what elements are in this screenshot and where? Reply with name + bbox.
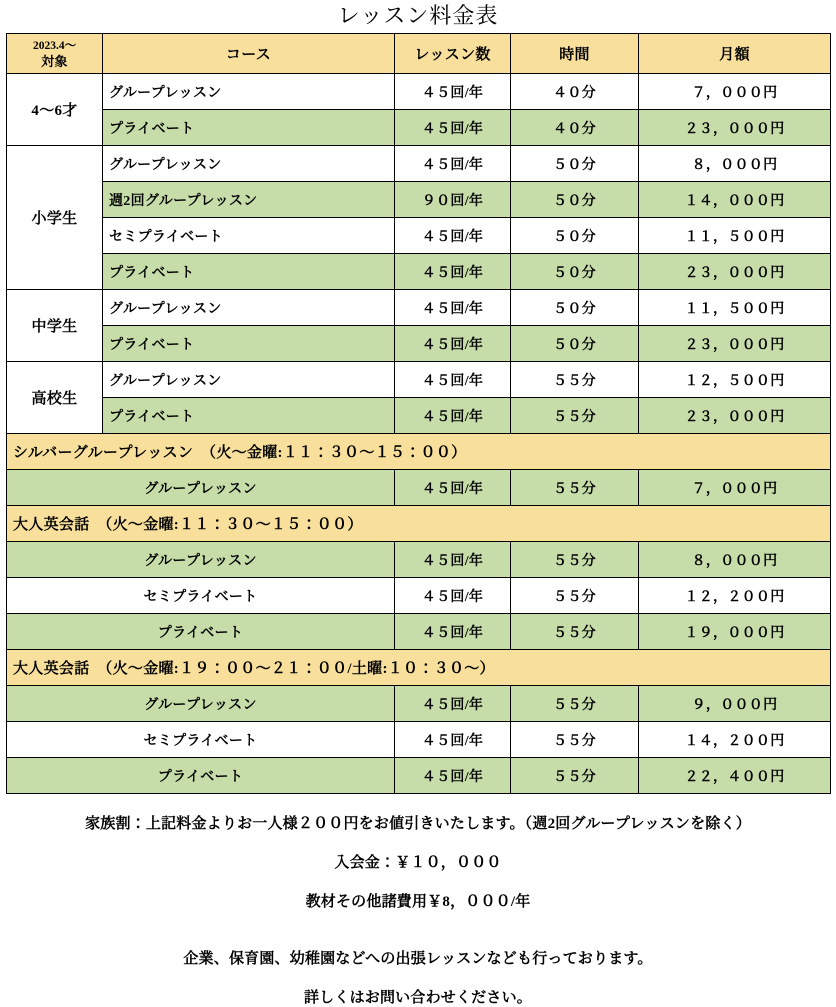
lesson-time: ５５分 — [511, 578, 639, 614]
lesson-count: ４５回/年 — [395, 254, 511, 290]
table-row — [7, 470, 831, 506]
lesson-count: ４５回/年 — [395, 470, 511, 506]
table-row — [7, 362, 831, 398]
lesson-count: ４５回/年 — [395, 74, 511, 110]
course-name: プライベート — [103, 326, 395, 362]
lesson-count: ４５回/年 — [395, 758, 511, 794]
note-line: 家族割：上記料金よりお一人様２００円をお値引きいたします。（週2回グループレッスンを除く） — [85, 816, 751, 832]
course-name: グループレッスン — [103, 290, 395, 326]
course-name: プライベート — [7, 758, 395, 794]
monthly-price: ２２，４００円 — [639, 758, 831, 794]
header-lesson-count: レッスン数 — [395, 34, 511, 74]
page-title: レッスン料金表 — [337, 3, 499, 28]
table-row — [7, 614, 831, 650]
table-row — [7, 398, 831, 434]
monthly-price: ９，０００円 — [639, 686, 831, 722]
lesson-count: ４５回/年 — [395, 614, 511, 650]
header-course: コース — [103, 34, 395, 74]
header-target — [7, 34, 103, 74]
lesson-time: ５５分 — [511, 614, 639, 650]
course-name: プライベート — [7, 614, 395, 650]
monthly-price: １２，５００円 — [639, 362, 831, 398]
note-line: 詳しくはお問い合わせください。 — [303, 990, 532, 1006]
lesson-count: ４５回/年 — [395, 362, 511, 398]
lesson-count: ４５回/年 — [395, 290, 511, 326]
monthly-price: １４，２００円 — [639, 722, 831, 758]
monthly-price: ７，０００円 — [639, 470, 831, 506]
course-name: グループレッスン — [103, 362, 395, 398]
header-monthly-fee: 月額 — [639, 34, 831, 74]
lesson-time: ５０分 — [511, 146, 639, 182]
course-name: セミプライベート — [103, 218, 395, 254]
table-row — [7, 578, 831, 614]
lesson-time: ５５分 — [511, 398, 639, 434]
monthly-price: ７，０００円 — [639, 74, 831, 110]
note-line: 企業、保育園、幼稚園などへの出張レッスンなども行っております。 — [183, 951, 653, 967]
lesson-time: ４０分 — [511, 110, 639, 146]
lesson-time: ５０分 — [511, 218, 639, 254]
section-band-row — [7, 434, 831, 470]
table-row — [7, 758, 831, 794]
section-band-row — [7, 650, 831, 686]
course-name: セミプライベート — [7, 722, 395, 758]
table-row — [7, 146, 831, 182]
target-group-label: 小学生 — [7, 146, 103, 290]
table-row — [7, 74, 831, 110]
course-name: プライベート — [103, 254, 395, 290]
lesson-count: ４５回/年 — [395, 218, 511, 254]
monthly-price: １４，０００円 — [639, 182, 831, 218]
section-band-label: シルバーグループレッスン （火〜金曜:１１：３０〜１５：００） — [7, 434, 831, 470]
note-line: 教材その他諸費用￥8，０００/年 — [305, 894, 531, 910]
table-header-row — [7, 34, 831, 74]
course-name: グループレッスン — [103, 146, 395, 182]
lesson-count: ４５回/年 — [395, 578, 511, 614]
target-group-label: 中学生 — [7, 290, 103, 362]
table-row — [7, 686, 831, 722]
lesson-time: ５５分 — [511, 362, 639, 398]
lesson-time: ５０分 — [511, 254, 639, 290]
lesson-count: ４５回/年 — [395, 110, 511, 146]
table-row — [7, 218, 831, 254]
course-name: プライベート — [103, 398, 395, 434]
course-name: グループレッスン — [7, 470, 395, 506]
lesson-count: ４５回/年 — [395, 146, 511, 182]
lesson-time: ４０分 — [511, 74, 639, 110]
monthly-price: ２３，０００円 — [639, 398, 831, 434]
monthly-price: ２３，０００円 — [639, 326, 831, 362]
lesson-time: ５５分 — [511, 470, 639, 506]
lesson-count: ４５回/年 — [395, 326, 511, 362]
lesson-count: ４５回/年 — [395, 686, 511, 722]
course-name: プライベート — [103, 110, 395, 146]
course-name: グループレッスン — [7, 686, 395, 722]
lesson-time: ５５分 — [511, 686, 639, 722]
table-row — [7, 326, 831, 362]
table-row — [7, 722, 831, 758]
header-time: 時間 — [511, 34, 639, 74]
monthly-price: １９，０００円 — [639, 614, 831, 650]
header-target-year: 2023.4〜 — [32, 39, 77, 52]
monthly-price: ８，０００円 — [639, 146, 831, 182]
footer-notes — [0, 812, 836, 1007]
table-row — [7, 542, 831, 578]
note-line: 入会金：￥１０，０００ — [334, 855, 502, 871]
lesson-time: ５５分 — [511, 758, 639, 794]
lesson-time: ５５分 — [511, 542, 639, 578]
section-band-label: 大人英会話 （火〜金曜:１９：００〜２１：００/土曜:１０：３０〜） — [7, 650, 831, 686]
monthly-price: １２，２００円 — [639, 578, 831, 614]
monthly-price: ８，０００円 — [639, 542, 831, 578]
target-group-label: 高校生 — [7, 362, 103, 434]
fee-table-body — [7, 34, 831, 794]
fee-table — [6, 33, 831, 794]
course-name: グループレッスン — [103, 74, 395, 110]
table-row — [7, 110, 831, 146]
course-name: 週2回グループレッスン — [103, 182, 395, 218]
monthly-price: １１，５００円 — [639, 290, 831, 326]
table-row — [7, 182, 831, 218]
monthly-price: ２３，０００円 — [639, 254, 831, 290]
lesson-time: ５５分 — [511, 722, 639, 758]
monthly-price: ２３，０００円 — [639, 110, 831, 146]
table-row — [7, 254, 831, 290]
lesson-count: ９０回/年 — [395, 182, 511, 218]
lesson-time: ５０分 — [511, 290, 639, 326]
lesson-time: ５０分 — [511, 182, 639, 218]
monthly-price: １１，５００円 — [639, 218, 831, 254]
header-target-label: 対象 — [41, 53, 68, 69]
course-name: セミプライベート — [7, 578, 395, 614]
lesson-time: ５０分 — [511, 326, 639, 362]
lesson-count: ４５回/年 — [395, 542, 511, 578]
section-band-label: 大人英会話 （火〜金曜:１１：３０〜１５：００） — [7, 506, 831, 542]
lesson-count: ４５回/年 — [395, 722, 511, 758]
course-name: グループレッスン — [7, 542, 395, 578]
section-band-row — [7, 506, 831, 542]
table-row — [7, 290, 831, 326]
target-group-label: 4〜6才 — [7, 74, 103, 146]
lesson-count: ４５回/年 — [395, 398, 511, 434]
